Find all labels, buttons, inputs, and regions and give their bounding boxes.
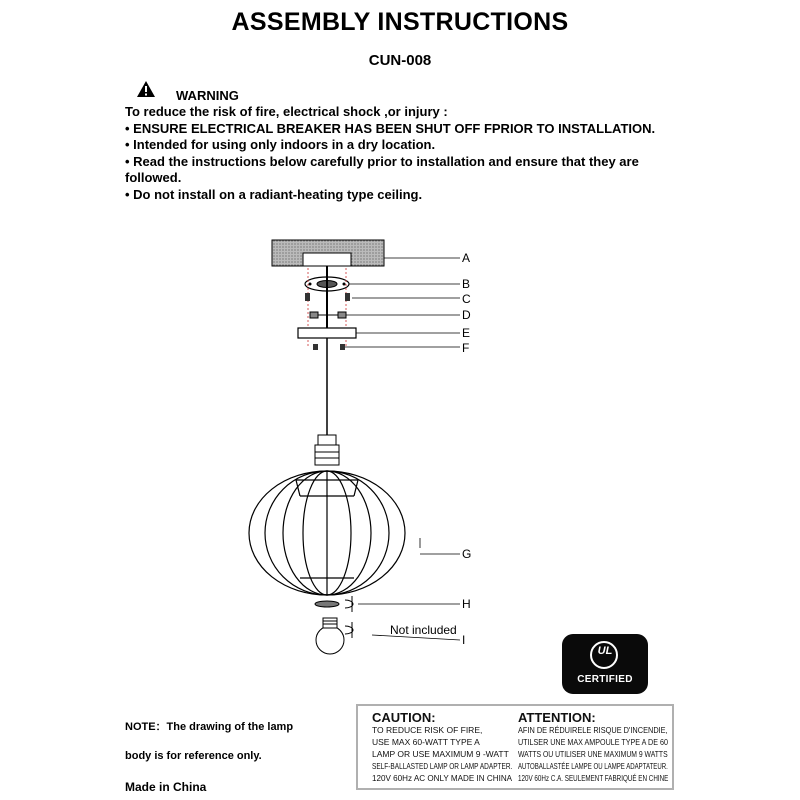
ceiling xyxy=(272,240,384,266)
light-bulb xyxy=(316,618,353,654)
caution-label-box xyxy=(356,704,674,790)
part-label-d: D xyxy=(462,308,471,322)
made-in-label: Made in China xyxy=(125,780,207,794)
caution-line: TO REDUCE RISK OF FIRE, xyxy=(372,725,483,735)
attention-line: AFIN DE RÉDUIRELE RISQUE D'INCENDIE, xyxy=(518,725,668,735)
lamp-shade xyxy=(249,471,405,595)
part-labels xyxy=(390,251,471,647)
part-label-i: I xyxy=(462,633,466,647)
page-title: ASSEMBLY INSTRUCTIONS xyxy=(231,8,569,36)
warning-bullet: • ENSURE ELECTRICAL BREAKER HAS BEEN SHUT OFF FPRIOR TO INSTALLATION. xyxy=(125,120,656,136)
note-line-2: body is for reference only. xyxy=(125,750,262,762)
caution-line: SELF-BALLASTED LAMP OR LAMP ADAPTER. xyxy=(372,761,513,771)
attention-line: AUTOBALLASTÉE LAMPE OU LAMPE ADAPTATEUR. xyxy=(518,761,668,771)
caution-english xyxy=(372,712,512,784)
leader-lines xyxy=(345,258,460,640)
ul-certified-text: CERTIFIED xyxy=(577,674,633,685)
warning-bullet: followed. xyxy=(125,170,182,185)
attention-line: 120V 60Hz C.A. SEULEMENT FABRIQUÉ EN CHINE xyxy=(518,773,669,783)
part-label-e: E xyxy=(462,326,471,340)
retaining-ring xyxy=(315,596,353,612)
warning-bullet: • Intended for using only indoors in a dry location. xyxy=(125,137,436,152)
warning-label: WARNING xyxy=(176,88,239,103)
warning-bullet: • Do not install on a radiant-heating type ceiling. xyxy=(125,186,423,202)
caution-french xyxy=(518,712,668,784)
caution-line: 120V 60Hz AC ONLY MADE IN CHINA xyxy=(372,773,513,783)
part-label-a: A xyxy=(462,251,471,265)
canopy xyxy=(298,328,356,338)
part-label-b: B xyxy=(462,277,471,291)
attention-line: UTILSER UNE MAX AMPOULE TYPE A DE 60 xyxy=(518,737,668,747)
part-label-f: F xyxy=(462,341,470,355)
caution-line: USE MAX 60-WATT TYPE A xyxy=(372,737,480,747)
ul-mark: UL xyxy=(597,645,613,657)
ul-certified-logo xyxy=(562,634,648,694)
part-label-g: G xyxy=(462,547,472,561)
part-label-h: H xyxy=(462,597,471,611)
model-number: CUN-008 xyxy=(368,52,432,69)
not-included-label: Not included xyxy=(390,623,457,637)
warning-intro: To reduce the risk of fire, electrical shock ,or injury : xyxy=(125,104,448,119)
socket xyxy=(315,435,339,465)
caution-heading: CAUTION: xyxy=(372,710,436,725)
caution-line: LAMP OR USE MAXIMUM 9 -WATT xyxy=(372,749,509,759)
note-line-1: NOTE：The drawing of the lamp xyxy=(125,721,294,733)
part-label-c: C xyxy=(462,292,471,306)
canopy-screws xyxy=(313,344,345,350)
attention-line: WATTS OU UTILISER UNE MAXIMUM 9 WATTS xyxy=(518,749,668,759)
warning-bullet: • Read the instructions below carefully prior to installation and ensure that they are xyxy=(125,153,639,169)
attention-heading: ATTENTION: xyxy=(518,710,596,725)
